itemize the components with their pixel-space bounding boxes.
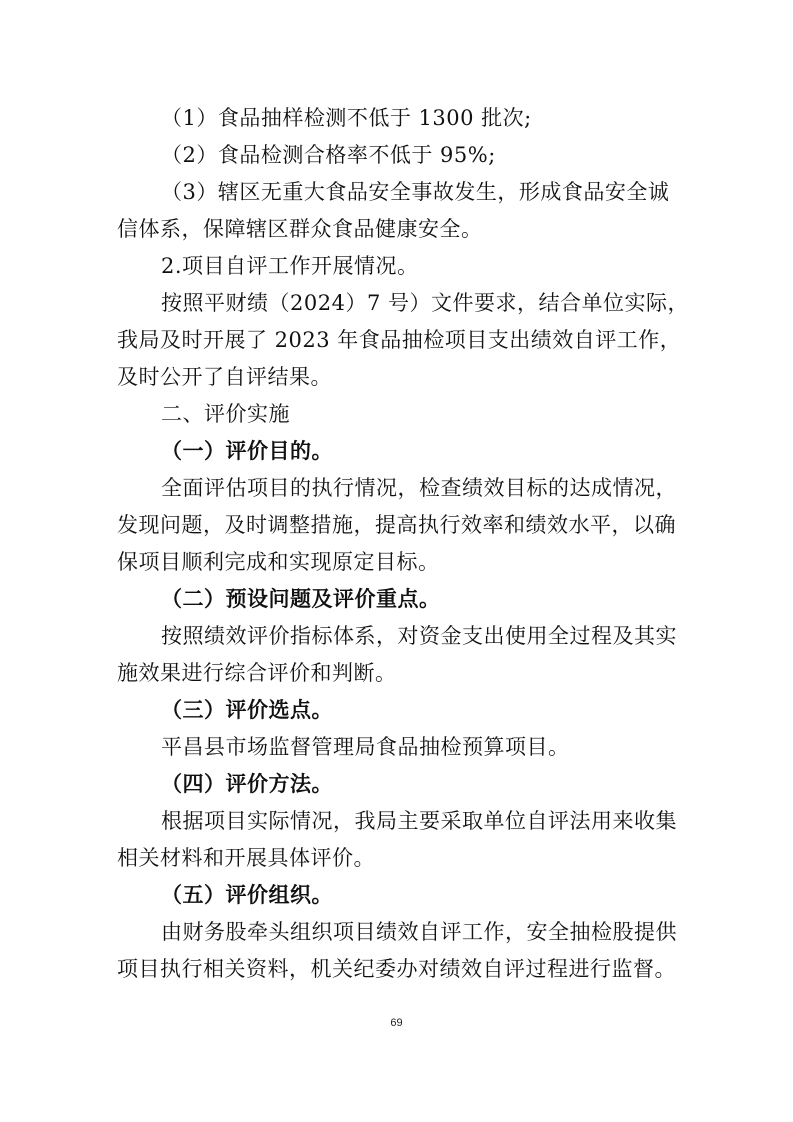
subsection-heading: 2.项目自评工作开展情况。	[161, 254, 419, 278]
subsection-heading: （四）评价方法。	[161, 772, 333, 796]
text-line: （3）辖区无重大食品安全事故发生，形成食品安全诚	[161, 180, 670, 204]
text-line: 按照绩效评价指标体系，对资金支出使用全过程及其实	[161, 624, 677, 648]
text-line: 保项目顺利完成和实现原定目标。	[117, 550, 440, 574]
text-line: 相关材料和开展具体评价。	[117, 846, 375, 870]
document-body	[117, 100, 689, 988]
subsection-heading: （二）预设问题及评价重点。	[161, 587, 441, 611]
section-heading: 二、评价实施	[161, 402, 290, 426]
text-line: 平昌县市场监督管理局食品抽检预算项目。	[161, 735, 570, 759]
text-line: （2）食品检测合格率不低于 95%;	[161, 143, 496, 167]
text-line: 按照平财绩（2024）7 号）文件要求，结合单位实际，	[161, 291, 689, 315]
subsection-heading: （五）评价组织。	[161, 883, 333, 907]
text-line: 及时公开了自评结果。	[117, 365, 332, 389]
page-number: 69	[390, 1017, 403, 1029]
text-line: 信体系，保障辖区群众食品健康安全。	[117, 217, 483, 241]
text-line: 由财务股牵头组织项目绩效自评工作，安全抽检股提供	[161, 920, 677, 944]
text-line: 全面评估项目的执行情况，检查绩效目标的达成情况，	[161, 476, 677, 500]
text-line: （1）食品抽样检测不低于 1300 批次;	[161, 106, 532, 130]
subsection-heading: （三）评价选点。	[161, 698, 333, 722]
text-line: 我局及时开展了 2023 年食品抽检项目支出绩效自评工作，	[117, 328, 682, 352]
text-line: 项目执行相关资料，机关纪委办对绩效自评过程进行监督。	[117, 957, 676, 981]
text-line: 施效果进行综合评价和判断。	[117, 661, 397, 685]
text-line: 发现问题，及时调整措施，提高执行效率和绩效水平，以确	[117, 513, 676, 537]
subsection-heading: （一）评价目的。	[161, 439, 333, 463]
text-line: 根据项目实际情况，我局主要采取单位自评法用来收集	[161, 809, 677, 833]
